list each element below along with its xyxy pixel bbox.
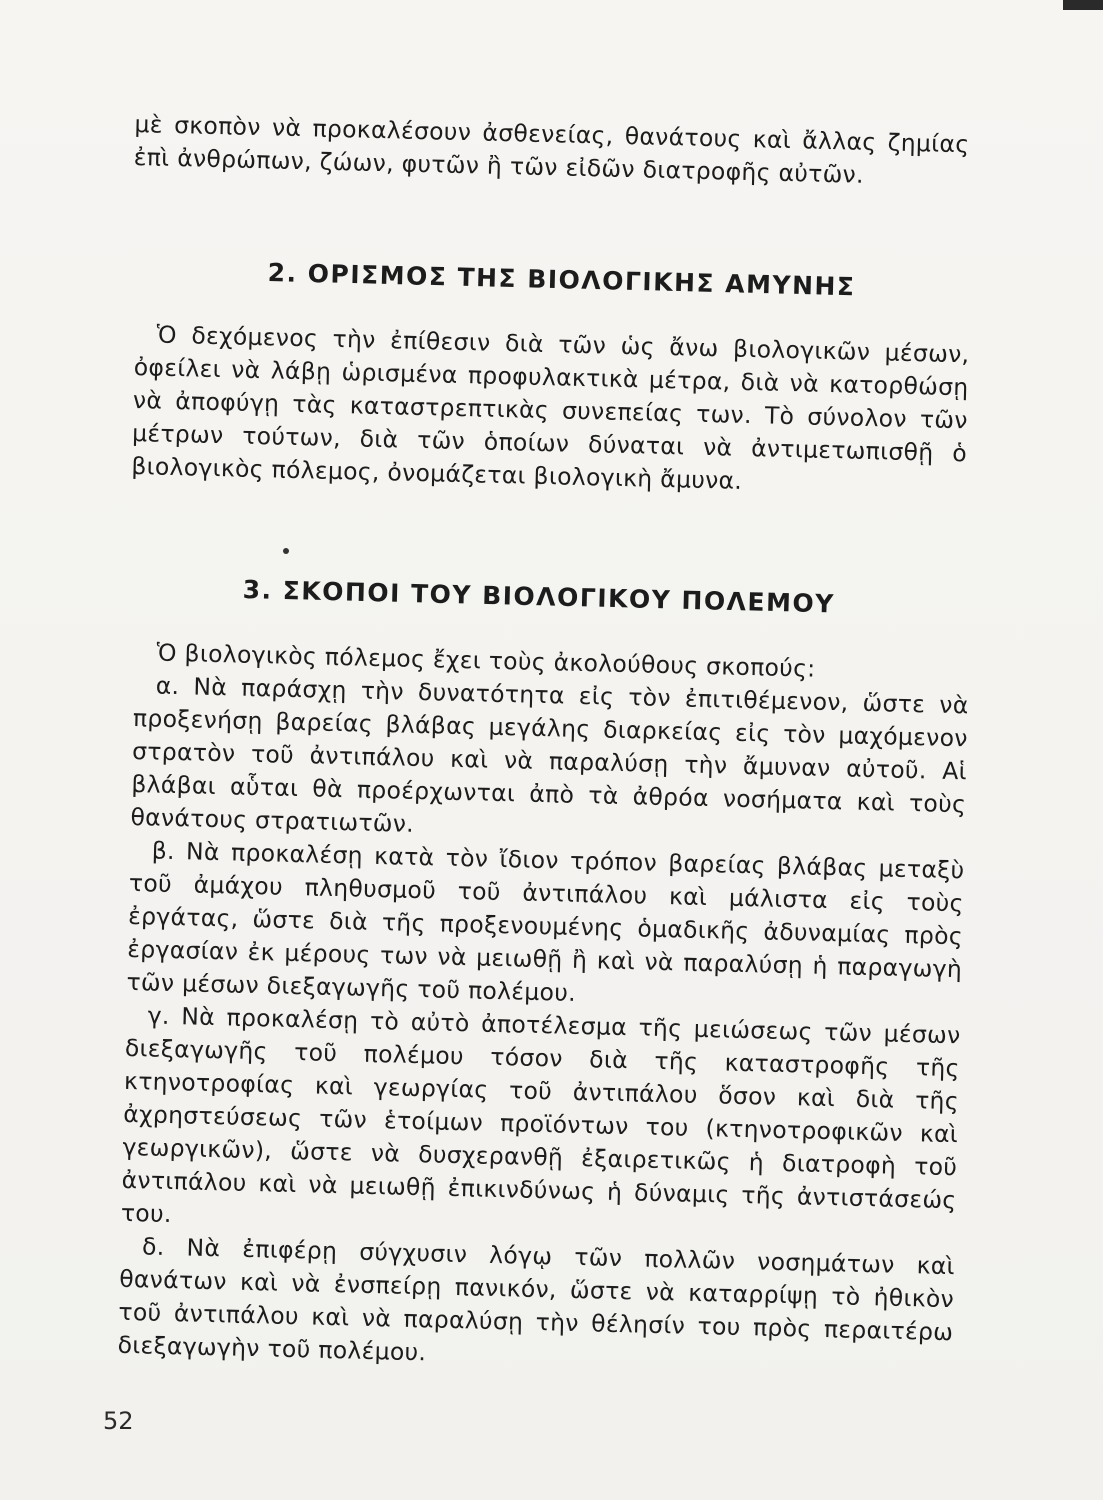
- section-2-heading-block: [267, 258, 967, 304]
- section-2-body: [131, 318, 970, 503]
- section-3-item-c: γ. Νὰ προκαλέσῃ τὸ αὐτὸ ἀποτέλεσμα τῆς μειώσεως τῶν μέσων διεξαγωγῆς τοῦ πολέμου τόσον διὰ τῆς καταστροφῆς τῆς κτηνοτροφίας καὶ γεωργίας τοῦ ἀντιπάλου ὅσον καὶ διὰ τῆς ἀχρηστεύσεως τῶν ἑτοίμων προϊόντων του (κτηνοτροφικῶν καὶ γεωργικῶν), ὥστε νὰ δυσχερανθῇ ἐξαιρετικῶς ἡ διατροφὴ τοῦ ἀντιπάλου καὶ νὰ μειωθῇ ἐπικινδύνως ἡ δύναμις τῆς ἀντιστάσεώς του.: [120, 1001, 961, 1229]
- scan-corner-mark: [1063, 0, 1103, 10]
- page-number: 52: [103, 1407, 134, 1435]
- intro-paragraph: μὲ σκοπὸν νὰ προκαλέσουν ἀσθενείας, θανάτους καὶ ἄλλας ζημίας ἐπὶ ἀνθρώπων, ζώων, φυτῶν ἢ τῶν εἰδῶν διατροφῆς αὐτῶν.: [133, 109, 970, 189]
- section-2-heading: 2. ΟΡΙΣΜΟΣ ΤΗΣ ΒΙΟΛΟΓΙΚΗΣ ΑΜΥΝΗΣ: [267, 258, 856, 302]
- section-3-heading-block: [242, 575, 962, 622]
- section-2-paragraph: Ὁ δεχόμενος τὴν ἐπίθεσιν διὰ τῶν ὡς ἄνω βιολογικῶν μέσων, ὀφείλει νὰ λάβῃ ὡρισμένα προφυλακτικὰ μέτρα, διὰ νὰ κατορθώσῃ νὰ ἀποφύγῃ τὰς καταστρεπτικὰς συνεπείας των. Τὸ σύνολον τῶν μέτρων τούτων, διὰ τῶν ὁποίων δύναται νὰ ἀντιμετωπισθῇ ὁ βιολογικὸς πόλεμος, ὀνομάζεται βιολογικὴ ἄμυνα.: [131, 320, 970, 495]
- section-3-intro: Ὁ βιολογικὸς πόλεμος ἔχει τοὺς ἀκολούθους σκοπούς:: [156, 638, 816, 683]
- section-3-item-d: δ. Νὰ ἐπιφέρῃ σύγχυσιν λόγῳ τῶν πολλῶν νοσημάτων καὶ θανάτων καὶ νὰ ἐνσπείρῃ πανικόν, ὥστε νὰ καταρρίψῃ τὸ ἠθικὸν τοῦ ἀντιπάλου καὶ νὰ παραλύσῃ τὴν θέλησίν του πρὸς περαιτέρω διεξαγωγὴν τοῦ πολέμου.: [117, 1232, 956, 1367]
- section-3-item-b: β. Νὰ προκαλέσῃ κατὰ τὸν ἴδιον τρόπον βαρείας βλάβας μεταξὺ τοῦ ἀμάχου πληθυσμοῦ τοῦ ἀντιπάλου καὶ μάλιστα εἰς τοὺς ἐργάτας, ὥστε διὰ τῆς προξενουμένης ὁμαδικῆς ἀδυναμίας πρὸς ἐργασίαν ἐκ μέρους των νὰ μειωθῇ ἢ καὶ νὰ παραλύσῃ ἡ παραγωγὴ τῶν μέσων διεξαγωγῆς τοῦ πολέμου.: [126, 836, 965, 1007]
- section-3-item-a: α. Νὰ παράσχῃ τὴν δυνατότητα εἰς τὸν ἐπιτιθέμενον, ὥστε νὰ προξενήσῃ βαρείας βλάβας μεγάλης διαρκείας εἰς τὸν μαχόμενον στρατὸν τοῦ ἀντιπάλου καὶ νὰ παραλύσῃ τὴν ἄμυναν αὐτοῦ. Αἱ βλάβαι αὗται θὰ προέρχωνται ἀπὸ τὰ ἀθρόα νοσήματα καὶ τοὺς θανάτους στρατιωτῶν.: [130, 671, 969, 838]
- ink-dot: [283, 548, 289, 554]
- section-3-body: [117, 636, 969, 1382]
- section-3-heading: 3. ΣΚΟΠΟΙ ΤΟΥ ΒΙΟΛΟΓΙΚΟΥ ΠΟΛΕΜΟΥ: [242, 575, 836, 619]
- intro-paragraph-block: [133, 108, 969, 194]
